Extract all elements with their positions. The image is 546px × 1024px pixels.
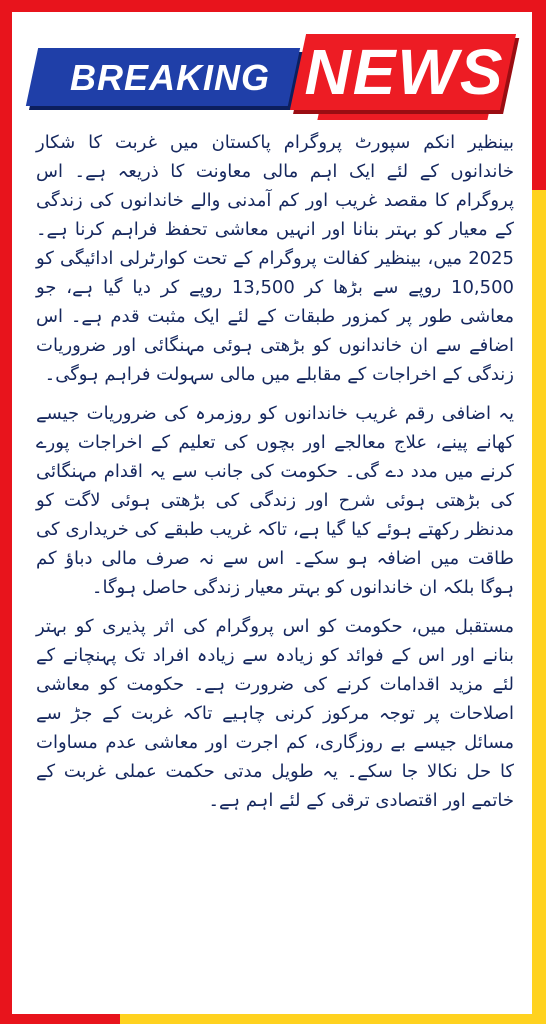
article-paragraph-3: مستقبل میں، حکومت کو اس پروگرام کی اثر پذیری کو بہتر بنانے اور اس کے فوائد کو زیادہ سے زیادہ افراد تک پہنچانے کے لئے مزید اقدامات کرنے کی ضرورت ہے۔ حکومت کو معاشی اصلاحات پر توجہ مرکوز کرنی چاہیے تاکہ غربت کے جڑ سے مسائل جیسے بے روزگاری، کم اجرت اور معاشی عدم مساوات کا حل نکالا جا سکے۔ یہ طویل مدتی حکمت عملی غربت کے خاتمے اور اقتصادی ترقی کے لئے اہم ہے۔ [36,616,514,811]
breaking-label: BREAKING [69,57,270,98]
breaking-news-banner [32,30,510,114]
article-body [36,128,514,825]
article-paragraph-1: بینظیر انکم سپورٹ پروگرام پاکستان میں غربت کا شکار خاندانوں کے لئے ایک اہم مالی معاونت کا ذریعہ ہے۔ اس پروگرام کا مقصد غریب اور کم آمدنی والے خاندانوں کی زندگی کے معیار کو بہتر بنانا اور انہیں معاشی تحفظ فراہم کرنا ہے۔ 2025 میں، بینظیر کفالت پروگرام کے تحت کوارٹرلی ادائیگی کو 10,500 روپے سے بڑھا کر 13,500 روپے کر دیا گیا ہے، جو معاشی طور پر کمزور طبقات کے لئے ایک مثبت قدم ہے۔ اس اضافے سے ان خاندانوں کو بڑھتی ہوئی مہنگائی اور ضروریات زندگی کے اخراجات کے مقابلے میں مالی سہولت فراہم ہوگی۔ [36,132,514,385]
news-label: NEWS [304,36,505,108]
news-underline [317,114,488,120]
article-paragraph-2: یہ اضافی رقم غریب خاندانوں کو روزمرہ کی ضروریات جیسے کھانے پینے، علاج معالجے اور بچوں کی تعلیم کے اخراجات پورے کرنے میں مدد دے گی۔ حکومت کی جانب سے یہ اقدام مہنگائی کی بڑھتی ہوئی شرح اور زندگی کی بڑھتی ہوئی لاگت کو مدنظر رکھتے ہوئے کیا گیا ہے، تاکہ غریب طبقے کی خریداری کی طاقت میں اضافہ ہو سکے۔ اس سے نہ صرف مالی دباؤ کم ہوگا بلکہ ان خاندانوں کو بہتر معیار زندگی حاصل ہوگا۔ [36,403,514,598]
